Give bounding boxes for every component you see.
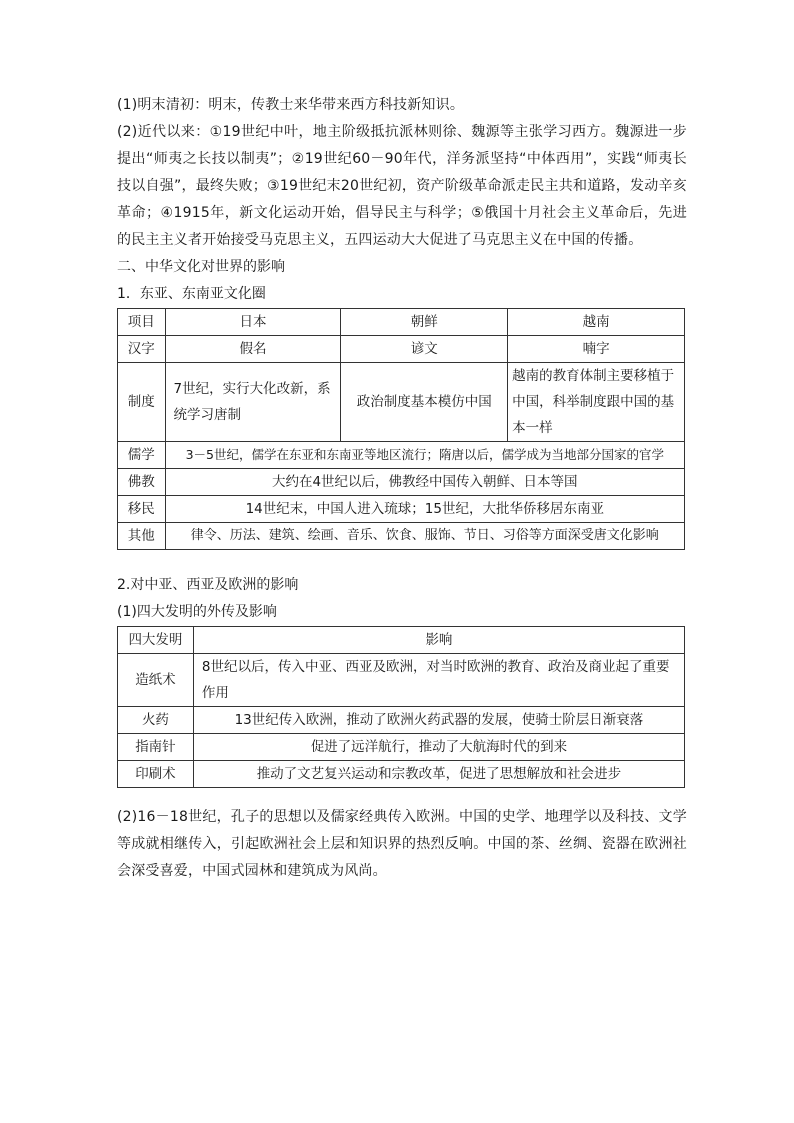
section-heading: 二、中华文化对世界的影响: [117, 259, 285, 275]
paragraph-confucius-europe: (2)16－18世纪，孔子的思想以及儒家经典传入欧洲。中国的史学、地理学以及科技、文学等成就相继传入，引起欧洲社会上层和知识界的热烈反响。中国的茶、丝绸、瓷器在欧洲社会深受喜爱，中国式园林和建筑成为风尚。: [117, 809, 687, 879]
subheading-central-asia-europe: 2.对中亚、西亚及欧洲的影响: [117, 577, 299, 593]
table-cell: 其他: [118, 523, 166, 550]
table-row: [118, 469, 685, 496]
subheading-east-asia: 1．东亚、东南亚文化圈: [117, 286, 266, 302]
table-cell: 假名: [165, 336, 341, 363]
table-cell: 汉字: [118, 336, 166, 363]
table-cell: 四大发明: [118, 627, 194, 654]
table-cell: 喃字: [508, 336, 685, 363]
table-cell: 朝鲜: [341, 309, 508, 336]
table-cell: 印刷术: [118, 761, 194, 788]
table-cell: 14世纪末，中国人进入琉球；15世纪，大批华侨移居东南亚: [165, 496, 684, 523]
table-row: [118, 523, 685, 550]
table-row: [118, 496, 685, 523]
table-cell: 促进了远洋航行，推动了大航海时代的到来: [193, 734, 684, 761]
table-cell: 7世纪，实行大化改新，系统学习唐制: [165, 363, 341, 442]
table-cell: 律令、历法、建筑、绘画、音乐、饮食、服饰、节日、习俗等方面深受唐文化影响: [165, 523, 684, 550]
table-cell: 影响: [193, 627, 684, 654]
subheading-four-inventions: (1)四大发明的外传及影响: [117, 604, 277, 620]
paragraph-ming-qing: (1)明末清初：明末，传教士来华带来西方科技新知识。: [117, 97, 465, 113]
table-header-row: [118, 627, 685, 654]
table-row: [118, 363, 685, 442]
table-row: [118, 761, 685, 788]
table-header-row: [118, 309, 685, 336]
table-cell: 越南: [508, 309, 685, 336]
paragraph-modern-era: (2)近代以来：①19世纪中叶，地主阶级抵抗派林则徐、魏源等主张学习西方。魏源进一步提出“师夷之长技以制夷”；②19世纪60－90年代，洋务派坚持“中体西用”，实践“师夷长技以自强”，最终失败；③19世纪末20世纪初，资产阶级革命派走民主共和道路，发动辛亥革命；④1915年，新文化运动开始，倡导民主与科学；⑤俄国十月社会主义革命后，先进的民主主义者开始接受马克思主义，五四运动大大促进了马克思主义在中国的传播。: [117, 124, 687, 248]
table-cell: 制度: [118, 363, 166, 442]
table-cell: 推动了文艺复兴运动和宗教改革，促进了思想解放和社会进步: [193, 761, 684, 788]
table-row: [118, 707, 685, 734]
table-cell: 日本: [165, 309, 341, 336]
table-cell: 大约在4世纪以后，佛教经中国传入朝鲜、日本等国: [165, 469, 684, 496]
table-cell: 佛教: [118, 469, 166, 496]
table-cell: 项目: [118, 309, 166, 336]
table-row: [118, 734, 685, 761]
table-row: [118, 442, 685, 469]
table-cell: 越南的教育体制主要移植于中国，科举制度跟中国的基本一样: [508, 363, 685, 442]
table-cell: 谚文: [341, 336, 508, 363]
table-cell: 火药: [118, 707, 194, 734]
document-page: [117, 92, 687, 885]
table-cell: 移民: [118, 496, 166, 523]
table-row: [118, 654, 685, 707]
table-cell: 儒学: [118, 442, 166, 469]
table-cell: 8世纪以后，传入中亚、西亚及欧洲，对当时欧洲的教育、政治及商业起了重要作用: [193, 654, 684, 707]
table-cell: 13世纪传入欧洲，推动了欧洲火药武器的发展，使骑士阶层日渐衰落: [193, 707, 684, 734]
table-cell: 造纸术: [118, 654, 194, 707]
four-inventions-table: [117, 626, 685, 788]
east-asia-culture-table: [117, 308, 685, 550]
table-cell: 指南针: [118, 734, 194, 761]
table-row: [118, 336, 685, 363]
table-cell: 3－5世纪，儒学在东亚和东南亚等地区流行；隋唐以后，儒学成为当地部分国家的官学: [165, 442, 684, 469]
table-cell: 政治制度基本模仿中国: [341, 363, 508, 442]
